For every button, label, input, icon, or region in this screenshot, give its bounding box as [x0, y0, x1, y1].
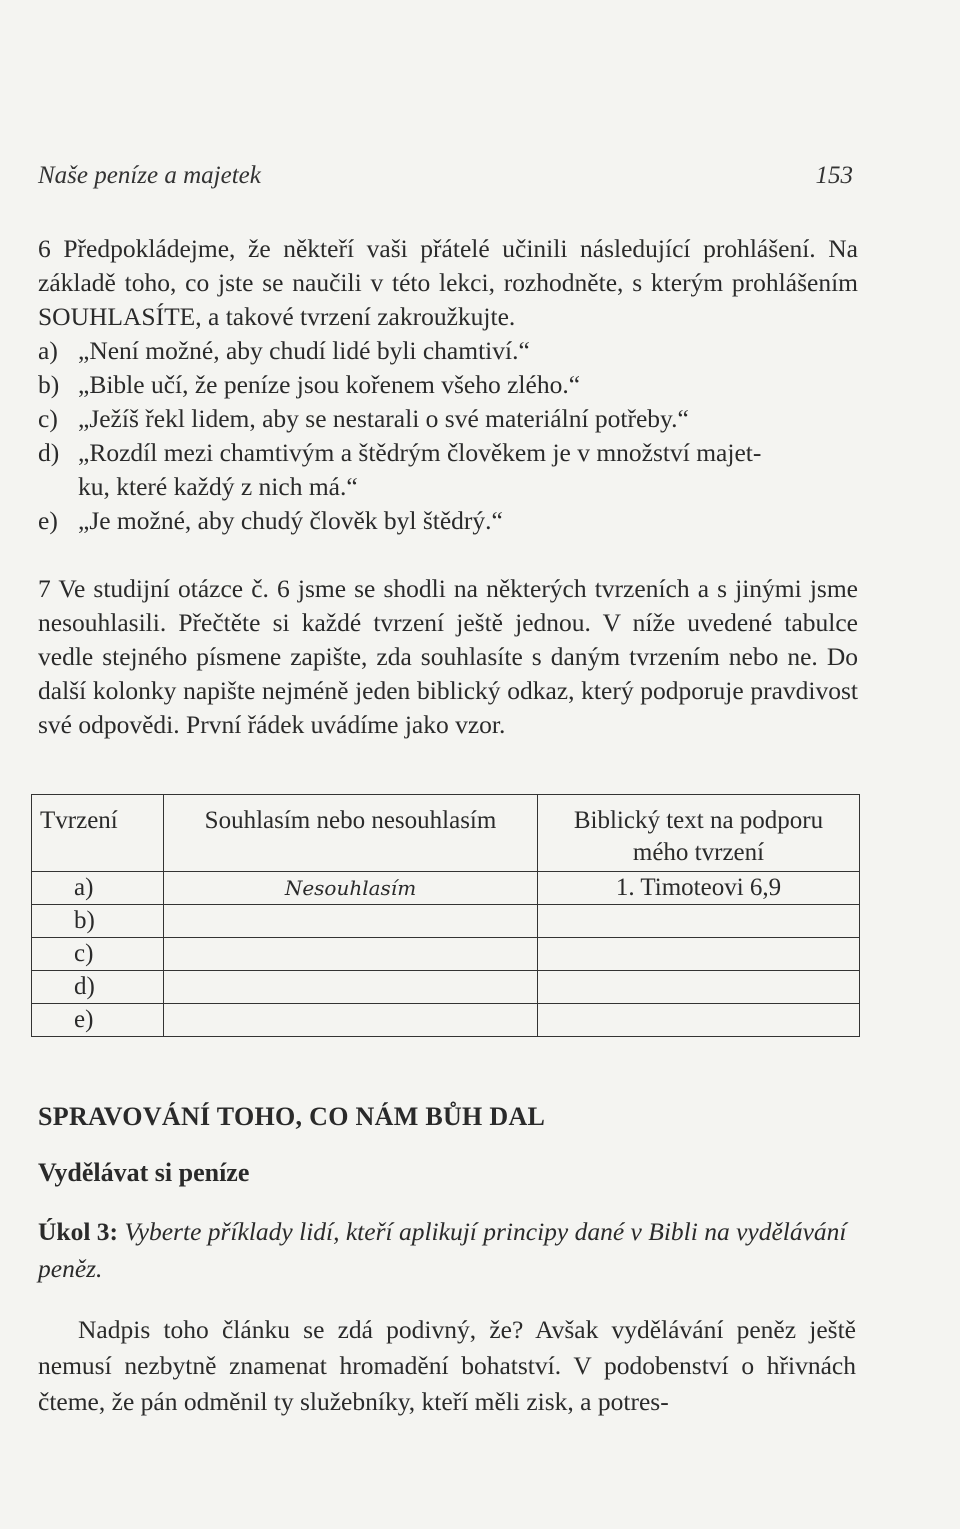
question-6-option-b [38, 368, 858, 402]
row-letter: e) [32, 1004, 164, 1037]
option-text: „Ježíš řekl lidem, aby se nestarali o své materiální potřeby.“ [78, 404, 689, 433]
question-6 [38, 232, 858, 538]
task-3 [38, 1213, 858, 1287]
task-text: Vyberte příklady lidí, kteří aplikují principy dané v Bibli na vydělávání peněz. [38, 1217, 847, 1283]
table-row [32, 1004, 860, 1037]
question-6-option-d-continuation: ku, které každý z nich má.“ [78, 472, 358, 501]
question-6-option-d [38, 436, 858, 470]
row-answer[interactable] [164, 938, 538, 971]
table-header-row [32, 795, 860, 872]
table-row [32, 971, 860, 1004]
table-header-reference: Biblický text na podporu mého tvrzení [538, 795, 860, 872]
row-letter: b) [32, 905, 164, 938]
running-head-title: Naše peníze a majetek [38, 162, 261, 189]
page-number: 153 [815, 162, 853, 189]
answer-table [31, 794, 860, 1037]
option-text: „Bible učí, že peníze jsou kořenem všeho zlého.“ [78, 370, 581, 399]
question-6-intro: 6 Předpokládejme, že někteří vaši přátelé učinili následující prohlášení. Na základě toho, co jste se naučili v této lekci, rozhodněte, s kterým prohlášením SOUHLASÍTE, a takové tvrzení zakroužkujte. [38, 234, 858, 331]
row-reference[interactable] [538, 971, 860, 1004]
row-answer[interactable] [164, 1004, 538, 1037]
option-letter: b) [38, 370, 60, 399]
subsection-title: Vydělávat si peníze [38, 1158, 250, 1187]
row-letter: c) [32, 938, 164, 971]
row-letter: d) [32, 971, 164, 1004]
row-answer-handwritten: Nesouhlasím [164, 872, 538, 905]
option-text: „Je možné, aby chudý člověk byl štědrý.“ [78, 506, 503, 535]
question-7 [38, 572, 858, 742]
option-letter: d) [38, 438, 60, 467]
body-paragraph [38, 1312, 856, 1420]
table-row [32, 938, 860, 971]
table-row [32, 905, 860, 938]
row-reference[interactable] [538, 1004, 860, 1037]
option-text: „Není možné, aby chudí lidé byli chamtiví.“ [78, 336, 530, 365]
table-header-statement: Tvrzení [32, 795, 164, 872]
option-letter: c) [38, 404, 58, 433]
table-row [32, 872, 860, 905]
table-header-agreement: Souhlasím nebo nesouhlasím [164, 795, 538, 872]
row-reference[interactable] [538, 905, 860, 938]
option-letter: e) [38, 506, 58, 535]
row-letter: a) [32, 872, 164, 905]
section-title: SPRAVOVÁNÍ TOHO, CO NÁM BŮH DAL [38, 1102, 546, 1131]
row-answer[interactable] [164, 971, 538, 1004]
task-label: Úkol 3: [38, 1217, 119, 1246]
running-head [38, 162, 853, 190]
option-text: „Rozdíl mezi chamtivým a štědrým člověkem je v množství majet- [78, 438, 762, 467]
row-reference: 1. Timoteovi 6,9 [538, 872, 860, 905]
row-reference[interactable] [538, 938, 860, 971]
question-6-option-e [38, 504, 858, 538]
question-6-option-c [38, 402, 858, 436]
question-7-text: 7 Ve studijní otázce č. 6 jsme se shodli na některých tvrzeních a s jinými jsme nesouhlasili. Přečtěte si každé tvrzení ještě jednou. V níže uvedené tabulce vedle stejného písmene zapište, zda souhlasíte s daným tvrzením nebo ne. Do další kolonky napište nejméně jeden biblický odkaz, který podporuje pravdivost své odpovědi. První řádek uvádíme jako vzor. [38, 574, 858, 739]
row-answer[interactable] [164, 905, 538, 938]
body-paragraph-text: Nadpis toho článku se zdá podivný, že? Avšak vydělávání peněz ještě nemusí nezbytně znamenat hromadění bohatství. V podobenství o hřivnách čteme, že pán odměnil ty služebníky, kteří měli zisk, a potres- [38, 1315, 856, 1416]
option-letter: a) [38, 336, 58, 365]
question-6-option-a [38, 334, 858, 368]
